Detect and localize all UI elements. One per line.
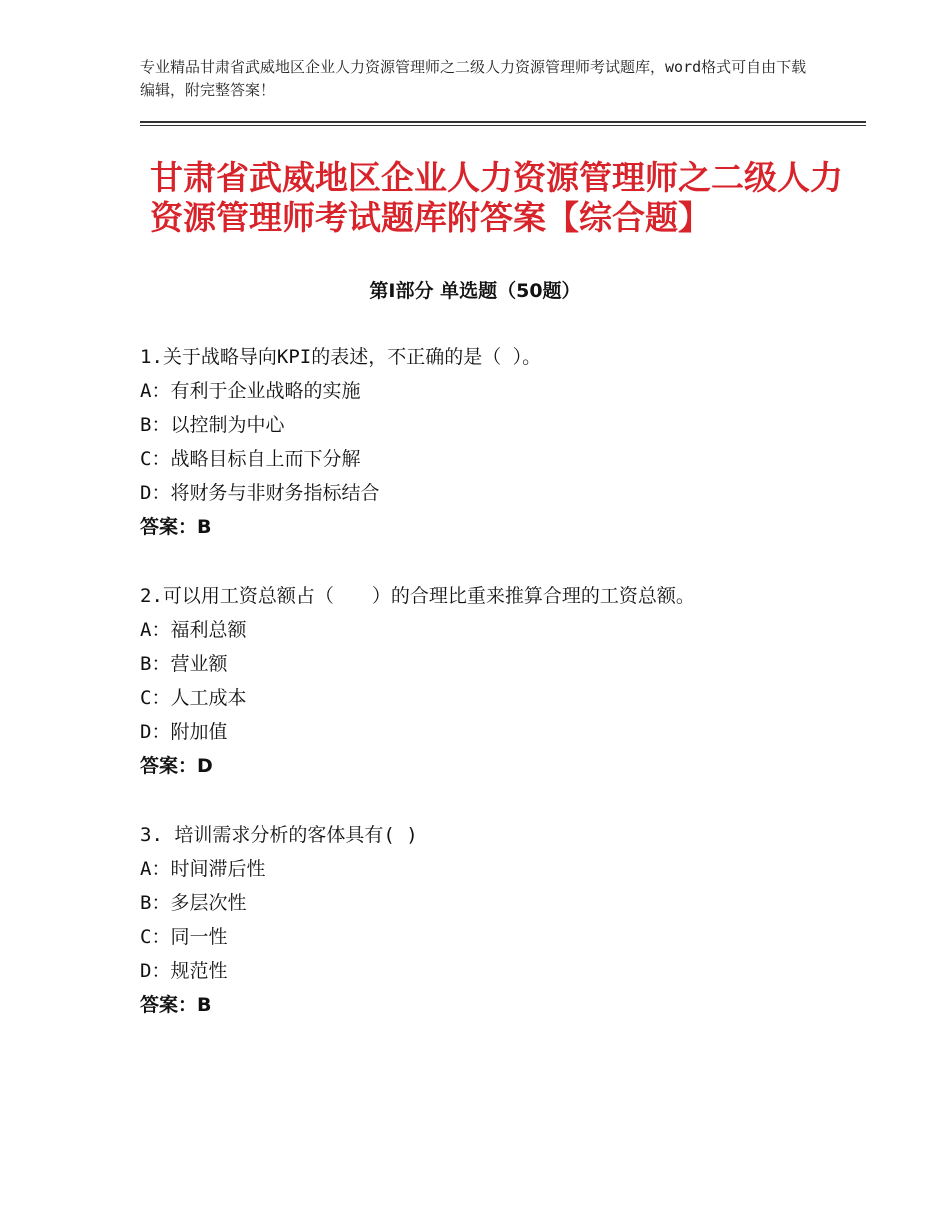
option-c: C：同一性 [140,926,228,948]
answer: 答案：B [140,994,212,1016]
option-d: D：将财务与非财务指标结合 [140,482,380,504]
header-rule-thick [140,121,866,123]
option-c: C：战略目标自上而下分解 [140,448,361,470]
question-block [140,340,860,544]
document-title: 甘肃省武威地区企业人力资源管理师之二级人力资源管理师考试题库附答案【综合题】 [150,158,843,237]
option-b: B：以控制为中心 [140,414,285,436]
option-b: B：营业额 [140,653,228,675]
option-d: D：规范性 [140,960,228,982]
option-b: B：多层次性 [140,892,247,914]
question-text: 3. 培训需求分析的客体具有( ) [140,824,418,846]
question-text: 2.可以用工资总额占（ ）的合理比重来推算合理的工资总额。 [140,585,695,607]
question-block [140,579,860,783]
option-c: C：人工成本 [140,687,247,709]
header-rule-thin [140,125,866,126]
question-text: 1.关于战略导向KPI的表述，不正确的是（ ）。 [140,346,542,368]
option-a: A：福利总额 [140,619,247,641]
answer: 答案：D [140,755,213,777]
option-a: A：有利于企业战略的实施 [140,380,361,402]
option-a: A：时间滞后性 [140,858,266,880]
section-heading: 第Ⅰ部分 单选题（50题） [369,280,581,302]
answer: 答案：B [140,516,212,538]
question-block [140,818,860,1022]
option-d: D：附加值 [140,721,228,743]
header-note: 专业精品甘肃省武威地区企业人力资源管理师之二级人力资源管理师考试题库，word格式可自由下载编辑，附完整答案！ [140,58,807,99]
